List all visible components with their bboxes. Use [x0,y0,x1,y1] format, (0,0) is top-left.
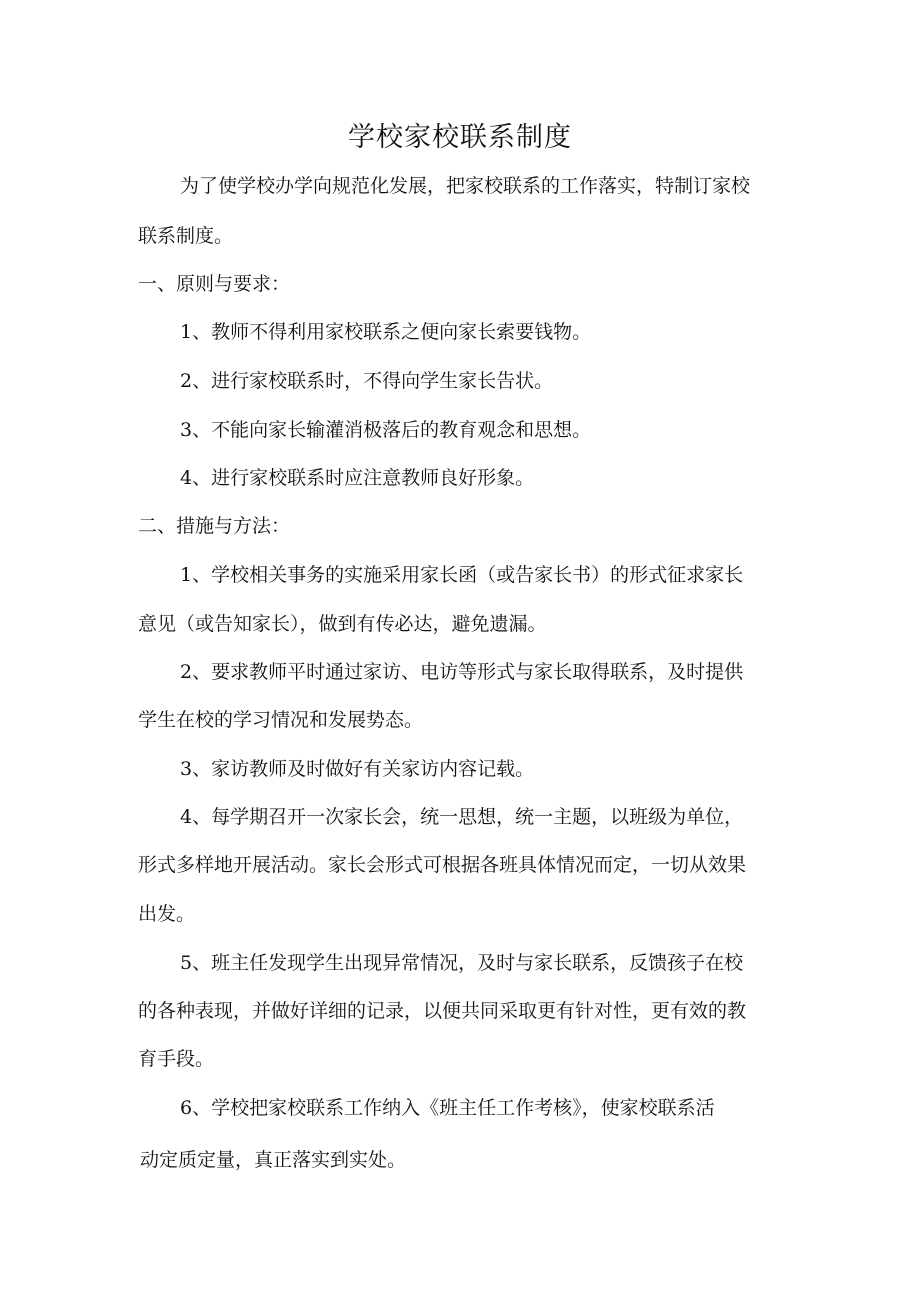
section-2-item-1-line-1: 1、学校相关事务的实施采用家长函（或告家长书）的形式征求家长 [180,564,744,586]
section-1-item-1: 1、教师不得利用家校联系之便向家长索要钱物。 [180,321,592,343]
document-title: 学校家校联系制度 [348,122,572,153]
section-2-item-5-line-2: 的各种表现，并做好详细的记录，以便共同采取更有针对性，更有效的教 [138,1000,747,1022]
section-1-item-3: 3、不能向家长输灌消极落后的教育观念和思想。 [180,419,592,441]
section-1-item-4: 4、进行家校联系时应注意教师良好形象。 [180,467,535,489]
section-2-item-3-line-1: 3、家访教师及时做好有关家访内容记载。 [180,758,535,780]
section-2-item-4-line-3: 出发。 [138,903,196,925]
section-2-item-2-line-1: 2、要求教师平时通过家访、电访等形式与家长取得联系，及时提供 [180,661,744,683]
section-2-item-2-line-2: 学生在校的学习情况和发展势态。 [138,709,424,731]
section-2-item-6-line-1: 6、学校把家校联系工作纳入《班主任工作考核》，使家校联系活 [180,1097,715,1119]
intro-line-1: 为了使学校办学向规范化发展，把家校联系的工作落实，特制订家校 [180,175,751,197]
section-1-heading: 一、原则与要求： [138,273,291,295]
intro-line-2: 联系制度。 [138,225,234,247]
section-2-item-4-line-2: 形式多样地开展活动。家长会形式可根据各班具体情况而定，一切从效果 [138,854,747,876]
section-2-item-5-line-3: 育手段。 [138,1048,215,1070]
section-2-heading: 二、措施与方法： [138,515,291,537]
section-2-item-6-line-2: 动定质定量，真正落实到实处。 [140,1149,407,1171]
section-2-item-4-line-1: 4、每学期召开一次家长会，统一思想，统一主题，以班级为单位， [180,806,744,828]
section-2-item-1-line-2: 意见（或告知家长），做到有传必达，避免遗漏。 [138,613,547,635]
section-2-item-5-line-1: 5、班主任发现学生出现异常情况，及时与家长联系，反馈孩子在校 [180,952,744,974]
section-1-item-2: 2、进行家校联系时，不得向学生家长告状。 [180,370,554,392]
